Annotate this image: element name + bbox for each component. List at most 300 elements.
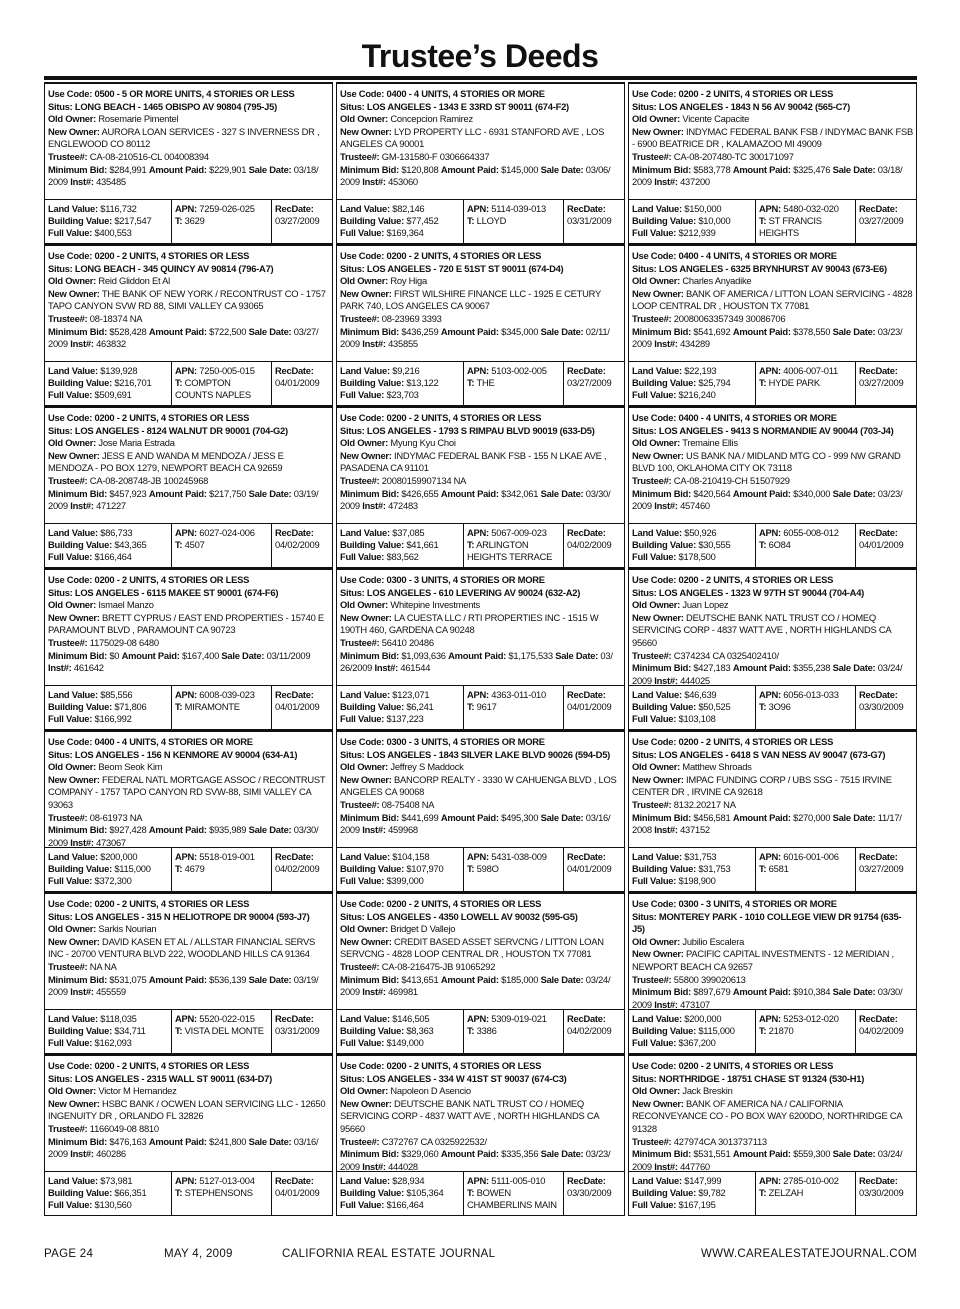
recdate-label: RecDate: <box>567 527 606 538</box>
situs <box>48 263 273 274</box>
situs-value: MONTEREY PARK - 1010 COLLEGE VIEW DR 91754 (635-J5) <box>632 910 902 935</box>
amount-paid-label: Amount Paid: <box>440 973 499 985</box>
use-code <box>340 412 541 423</box>
minimum-bid <box>340 974 438 985</box>
old-owner-label: Old Owner: <box>340 599 389 611</box>
apn <box>759 851 839 862</box>
tract <box>467 1187 557 1210</box>
trustee <box>48 475 208 486</box>
inst-number-value: 457460 <box>680 500 710 512</box>
minimum-bid-label: Minimum Bid: <box>48 649 107 661</box>
old-owner-label: Old Owner: <box>632 935 681 947</box>
building-value-label: Building Value: <box>48 1025 112 1037</box>
land-value-value: $200,000 <box>684 1013 722 1024</box>
minimum-bid-value: $927,428 <box>109 824 147 836</box>
use-code <box>48 898 249 909</box>
use-code <box>632 1060 833 1071</box>
apn-value: 4006-007-011 <box>783 365 838 376</box>
building-value <box>48 1187 146 1198</box>
tract-label: T: <box>759 701 767 713</box>
inst-number-value: 472483 <box>388 500 418 512</box>
use-code <box>340 898 541 909</box>
deed-values <box>628 685 917 730</box>
minimum-bid <box>48 974 146 985</box>
full-value-value: $103,108 <box>678 713 716 725</box>
recdate-cell <box>271 200 332 243</box>
amount-paid-value: $1,175,533 <box>508 649 553 661</box>
inst-number <box>654 500 710 511</box>
tract-value: VISTA DEL MONTE <box>184 1025 264 1037</box>
inst-number <box>362 986 418 997</box>
building-value-value: $9,782 <box>698 1187 726 1199</box>
trustee-value: CA-08-210419-CH 51507929 <box>673 474 790 486</box>
minimum-bid <box>340 812 438 823</box>
apn-label: APN: <box>759 203 781 214</box>
trustee <box>48 1123 159 1134</box>
situs <box>632 749 885 760</box>
apn <box>175 1013 255 1024</box>
use-code-label: Use Code: <box>340 574 385 585</box>
deed-values <box>44 361 333 406</box>
amount-paid <box>441 326 538 337</box>
minimum-bid-label: Minimum Bid: <box>340 649 399 661</box>
apn <box>467 1013 547 1024</box>
deed-record <box>628 1054 917 1216</box>
full-value-value: $166,464 <box>386 1199 424 1211</box>
deed-description <box>336 82 625 200</box>
use-code-label: Use Code: <box>632 898 677 909</box>
situs-label: Situs: <box>632 100 657 112</box>
trustee <box>340 637 434 648</box>
new-owner <box>340 450 606 474</box>
trustee <box>340 475 466 486</box>
inst-number <box>654 675 710 686</box>
minimum-bid-label: Minimum Bid: <box>340 1148 399 1160</box>
building-value <box>340 701 434 712</box>
old-owner <box>340 923 455 934</box>
value-cell <box>337 1010 463 1053</box>
minimum-bid-label: Minimum Bid: <box>340 487 399 499</box>
full-value <box>48 713 132 724</box>
old-owner-label: Old Owner: <box>340 113 389 125</box>
apn-cell <box>755 1010 855 1053</box>
minimum-bid-label: Minimum Bid: <box>632 1148 691 1160</box>
use-code <box>48 88 295 99</box>
building-value <box>632 539 730 550</box>
apn-cell <box>171 200 271 243</box>
land-value <box>632 527 716 538</box>
old-owner-label: Old Owner: <box>340 1085 389 1097</box>
situs-value: LOS ANGELES - 8124 WALNUT DR 90001 (704-G2) <box>74 424 288 436</box>
trustee-label: Trustee#: <box>340 1135 380 1147</box>
full-value-label: Full Value: <box>48 227 93 239</box>
minimum-bid <box>48 164 146 175</box>
land-value-label: Land Value: <box>632 689 682 700</box>
trustee <box>632 974 746 985</box>
new-owner <box>48 774 325 810</box>
inst-number-value: 444028 <box>388 1160 418 1172</box>
recdate-cell <box>563 362 624 405</box>
recdate-label: RecDate: <box>275 689 314 700</box>
recdate-value: 04/02/2009 <box>275 539 320 551</box>
land-value-value: $37,085 <box>392 527 425 538</box>
tract <box>759 863 789 874</box>
full-value-value: $400,553 <box>94 227 132 239</box>
inst-number <box>362 338 418 349</box>
amount-paid-label: Amount Paid: <box>148 973 207 985</box>
apn-label: APN: <box>759 689 781 700</box>
apn-label: APN: <box>467 689 489 700</box>
full-value-value: $83,562 <box>386 551 419 563</box>
tract-value: THE <box>476 377 495 389</box>
old-owner <box>632 599 728 610</box>
apn <box>467 1175 545 1186</box>
full-value <box>48 551 132 562</box>
recdate-cell <box>271 1172 332 1215</box>
amount-paid <box>733 662 830 673</box>
new-owner <box>632 450 901 474</box>
recdate-label: RecDate: <box>567 689 606 700</box>
building-value <box>340 1187 443 1198</box>
page-title: Trustee’s Deeds <box>361 38 599 74</box>
full-value-value: $198,900 <box>678 875 716 887</box>
building-value-label: Building Value: <box>632 215 696 227</box>
full-value-label: Full Value: <box>632 713 677 725</box>
inst-number <box>70 338 126 349</box>
recdate-value: 03/27/2009 <box>859 377 904 389</box>
old-owner-value: Whitepine Investments <box>390 599 480 611</box>
apn-label: APN: <box>759 851 781 862</box>
building-value <box>340 377 438 388</box>
deed-record <box>44 244 333 406</box>
deed-description <box>336 406 625 524</box>
use-code <box>48 412 249 423</box>
new-owner-value: BRETT CYPRUS / EAST END PROPERTIES - 15740 E PARAMOUNT BLVD , PARAMOUNT CA 90723 <box>48 611 324 636</box>
amount-paid <box>441 488 538 499</box>
inst-number-value: 435485 <box>96 176 126 188</box>
situs-label: Situs: <box>340 748 365 760</box>
deed-record <box>44 1054 333 1216</box>
tract-value: 3O96 <box>768 701 791 713</box>
use-code <box>632 574 833 585</box>
old-owner-value: Concepcion Ramirez <box>390 113 473 125</box>
value-cell <box>45 1010 171 1053</box>
sale-date-value: 03/24/ 2009 <box>632 662 903 686</box>
use-code-label: Use Code: <box>632 574 677 585</box>
situs <box>632 911 901 935</box>
building-value <box>340 215 438 226</box>
full-value-label: Full Value: <box>340 1037 385 1049</box>
use-code-label: Use Code: <box>632 1060 677 1071</box>
land-value-value: $85,556 <box>100 689 133 700</box>
amount-paid <box>733 326 830 337</box>
land-value-label: Land Value: <box>340 1175 390 1186</box>
sale-date-value: 03/24/ 2009 <box>340 973 611 998</box>
old-owner-label: Old Owner: <box>632 275 681 287</box>
amount-paid <box>122 650 219 661</box>
deed-description <box>628 892 917 1010</box>
building-value <box>48 377 151 388</box>
building-value-value: $41,661 <box>406 539 439 551</box>
new-owner <box>48 450 284 474</box>
sale-date-label: Sale Date: <box>248 487 292 499</box>
apn-label: APN: <box>175 1013 197 1024</box>
minimum-bid-value: $531,075 <box>109 973 147 985</box>
amount-paid-value: $145,000 <box>501 163 539 175</box>
full-value-value: $166,992 <box>94 713 132 725</box>
situs <box>340 425 595 436</box>
deed-description <box>336 730 625 848</box>
use-code-value: 0300 - 3 UNITS, 4 STORIES OR MORE <box>386 736 545 747</box>
trustee-value: 1166049-08 8810 <box>89 1122 159 1134</box>
deed-description <box>336 568 625 686</box>
land-value <box>48 689 132 700</box>
old-owner-value: Ismael Manzo <box>98 599 154 611</box>
full-value-value: $162,093 <box>94 1037 132 1049</box>
use-code-value: 0200 - 2 UNITS, 4 STORIES OR LESS <box>94 412 250 423</box>
minimum-bid-value: $413,651 <box>401 973 439 985</box>
new-owner-label: New Owner: <box>340 125 392 137</box>
situs-value: LOS ANGELES - 2315 WALL ST 90011 (634-D7) <box>74 1072 273 1084</box>
recdate-cell <box>271 686 332 729</box>
use-code-value: 0200 - 2 UNITS, 4 STORIES OR LESS <box>386 412 542 423</box>
recdate-cell <box>855 848 916 891</box>
land-value-label: Land Value: <box>632 851 682 862</box>
old-owner-label: Old Owner: <box>48 437 97 449</box>
new-owner <box>340 1098 599 1134</box>
new-owner <box>48 288 326 312</box>
apn-value: 2785-010-002 <box>783 1175 839 1186</box>
recdate-value: 03/31/2009 <box>567 215 612 227</box>
apn-label: APN: <box>467 365 489 376</box>
amount-paid <box>733 488 830 499</box>
deed-description <box>336 244 625 362</box>
old-owner-label: Old Owner: <box>48 599 97 611</box>
land-value <box>632 689 716 700</box>
building-value-value: $107,970 <box>406 863 444 875</box>
inst-number-value: 461642 <box>73 662 104 674</box>
minimum-bid <box>340 650 446 661</box>
apn-cell <box>755 524 855 567</box>
apn-value: 5127-013-004 <box>199 1175 255 1186</box>
old-owner <box>48 437 175 448</box>
old-owner-value: Beom Seok Kim <box>98 761 163 773</box>
value-cell <box>629 200 755 243</box>
building-value <box>48 539 146 550</box>
amount-paid-value: $345,000 <box>501 325 539 337</box>
recdate-value: 03/27/2009 <box>859 215 904 227</box>
tract-label: T: <box>759 863 767 875</box>
trustee-label: Trustee#: <box>632 150 672 162</box>
value-cell <box>629 524 755 567</box>
deed-values <box>336 523 625 568</box>
full-value-label: Full Value: <box>340 1199 385 1211</box>
amount-paid <box>149 824 246 835</box>
amount-paid-label: Amount Paid: <box>732 487 791 499</box>
deed-description <box>628 82 917 200</box>
trustee-value: CA-08-207480-TC 300171097 <box>673 150 794 162</box>
recdate-value: 03/27/2009 <box>275 215 320 227</box>
building-value-value: $105,364 <box>406 1187 444 1199</box>
land-value-value: $147,999 <box>684 1175 722 1186</box>
new-owner-value: INDYMAC FEDERAL BANK FSB / INDYMAC BANK FSB - 6900 BEATRICE DR , KALAMAZOO MI 49009 <box>632 125 914 150</box>
trustee-value: NA NA <box>89 960 117 972</box>
deed-description <box>44 1054 333 1172</box>
apn <box>175 527 255 538</box>
new-owner-label: New Owner: <box>48 773 100 785</box>
minimum-bid-label: Minimum Bid: <box>632 986 691 998</box>
amount-paid-value: $355,238 <box>793 662 831 674</box>
amount-paid-label: Amount Paid: <box>148 487 207 499</box>
trustee-label: Trustee#: <box>632 649 672 661</box>
apn-cell <box>463 686 563 729</box>
recdate-value: 04/01/2009 <box>275 701 320 713</box>
deed-values <box>628 523 917 568</box>
old-owner <box>340 1085 471 1096</box>
minimum-bid <box>632 986 730 997</box>
inst-number <box>654 999 710 1010</box>
tract-label: T: <box>759 377 767 389</box>
minimum-bid-value: $583,778 <box>693 163 731 175</box>
inst-number <box>70 176 126 187</box>
deed-record <box>336 730 625 892</box>
use-code-label: Use Code: <box>340 250 385 261</box>
recdate-label: RecDate: <box>275 1013 314 1024</box>
deed-record <box>628 82 917 244</box>
minimum-bid-label: Minimum Bid: <box>340 811 399 823</box>
inst-number <box>654 824 710 835</box>
building-value-label: Building Value: <box>48 863 112 875</box>
building-value-label: Building Value: <box>632 1025 696 1037</box>
new-owner-value: JESS E AND WANDA M MENDOZA / JESS E MENDOZA - PO BOX 1279, NEWPORT BEACH CA 92659 <box>48 449 284 474</box>
old-owner-value: Reid Gliddon Et Al <box>98 275 170 287</box>
recdate-cell <box>855 524 916 567</box>
tract-label: T: <box>759 215 767 227</box>
inst-number-value: 444025 <box>680 674 710 686</box>
old-owner-label: Old Owner: <box>48 923 97 935</box>
footer-website[interactable]: WWW.CAREALESTATEJOURNAL.COM <box>701 1248 917 1260</box>
use-code-value: 0400 - 4 UNITS, 4 STORIES OR MORE <box>94 736 253 747</box>
new-owner-value: US BANK NA / MIDLAND MTG CO - 999 NW GRAND BLVD 100, OKLAHOMA CITY OK 73118 <box>632 449 901 474</box>
recdate-value: 03/31/2009 <box>275 1025 320 1037</box>
building-value <box>632 1025 735 1036</box>
amount-paid-value: $559,300 <box>793 1148 831 1160</box>
old-owner <box>340 761 464 772</box>
situs-label: Situs: <box>632 1072 657 1084</box>
deed-description <box>44 406 333 524</box>
full-value <box>340 1199 424 1210</box>
situs-value: LOS ANGELES - 315 N HELIOTROPE DR 90004 (593-J7) <box>74 910 310 922</box>
situs-label: Situs: <box>632 586 657 598</box>
building-value-label: Building Value: <box>340 215 404 227</box>
new-owner-label: New Owner: <box>632 948 684 960</box>
minimum-bid <box>48 824 146 835</box>
amount-paid-value: $536,139 <box>209 973 247 985</box>
minimum-bid-value: $329,060 <box>401 1148 439 1160</box>
land-value <box>340 1175 424 1186</box>
old-owner-value: Jose Maria Estrada <box>98 437 175 449</box>
trustee-value: CA-08-210516-CL 004008394 <box>89 150 209 162</box>
apn <box>175 689 255 700</box>
apn-label: APN: <box>175 851 197 862</box>
trustee <box>340 313 442 324</box>
tract-label: T: <box>175 377 183 389</box>
inst-number-value: 461544 <box>400 662 431 674</box>
tract-label: T: <box>175 701 183 713</box>
use-code <box>340 736 545 747</box>
recdate-value: 03/30/2009 <box>567 1187 612 1199</box>
deed-record <box>336 244 625 406</box>
trustee <box>48 637 159 648</box>
deed-description <box>44 244 333 362</box>
new-owner <box>632 612 891 648</box>
new-owner-value: HSBC BANK / OCWEN LOAN SERVICING LLC - 12650 INGENUITY DR , ORLANDO FL 32826 <box>48 1097 326 1122</box>
recdate-value: 03/30/2009 <box>859 1187 904 1199</box>
tract-label: T: <box>467 377 475 389</box>
old-owner <box>632 437 738 448</box>
situs-label: Situs: <box>340 262 365 274</box>
new-owner <box>48 612 324 636</box>
trustee <box>340 799 434 810</box>
use-code-label: Use Code: <box>632 88 677 99</box>
new-owner-label: New Owner: <box>48 287 100 299</box>
new-owner-value: IMPAC FUNDING CORP / UBS SSG - 7515 IRVINE CENTER DR , IRVINE CA 92618 <box>632 773 892 798</box>
apn-value: 5114-039-013 <box>491 203 546 214</box>
trustee-label: Trustee#: <box>632 798 672 810</box>
new-owner <box>48 126 319 150</box>
inst-number-value: 434289 <box>680 338 710 350</box>
recdate-value: 03/27/2009 <box>859 863 904 875</box>
old-owner-label: Old Owner: <box>340 923 389 935</box>
situs <box>340 911 578 922</box>
new-owner-value: LA CUESTA LLC / RTI PROPERTIES INC - 1515 W 190TH 460, GARDENA CA 90248 <box>340 611 599 636</box>
sale-date-value: 03/23/ 2009 <box>632 325 903 350</box>
building-value <box>340 1025 434 1036</box>
old-owner-label: Old Owner: <box>632 599 681 611</box>
use-code-label: Use Code: <box>340 1060 385 1071</box>
full-value-label: Full Value: <box>340 551 385 563</box>
trustee-value: 20080063357349 30086706 <box>673 312 786 324</box>
tract <box>759 377 820 388</box>
new-owner-label: New Owner: <box>48 935 100 947</box>
sale-date-label: Sale Date: <box>540 1148 584 1160</box>
tract <box>467 863 499 874</box>
tract-label: T: <box>759 539 767 551</box>
new-owner-label: New Owner: <box>632 773 684 785</box>
apn-value: 6055-008-012 <box>783 527 839 538</box>
new-owner-label: New Owner: <box>340 287 392 299</box>
footer-publication: CALIFORNIA REAL ESTATE JOURNAL <box>282 1248 496 1260</box>
situs-value: LOS ANGELES - 334 W 41ST ST 90037 (674-C3) <box>366 1072 567 1084</box>
use-code-value: 0200 - 2 UNITS, 4 STORIES OR LESS <box>94 898 250 909</box>
tract-label: T: <box>175 215 183 227</box>
land-value-label: Land Value: <box>632 527 682 538</box>
situs-value: LOS ANGELES - 1843 SILVER LAKE BLVD 90026 (594-D5) <box>366 748 611 760</box>
old-owner <box>632 761 752 772</box>
deed-values <box>336 685 625 730</box>
apn-cell <box>463 848 563 891</box>
use-code-value: 0400 - 4 UNITS, 4 STORIES OR MORE <box>386 88 545 99</box>
amount-paid <box>441 812 538 823</box>
land-value-value: $28,934 <box>392 1175 425 1186</box>
situs <box>632 101 850 112</box>
sale-date-label: Sale Date: <box>832 811 876 823</box>
full-value <box>48 227 132 238</box>
sale-date-label: Sale Date: <box>248 325 292 337</box>
full-value-value: $137,223 <box>386 713 424 725</box>
value-cell <box>337 524 463 567</box>
old-owner-label: Old Owner: <box>340 275 389 287</box>
